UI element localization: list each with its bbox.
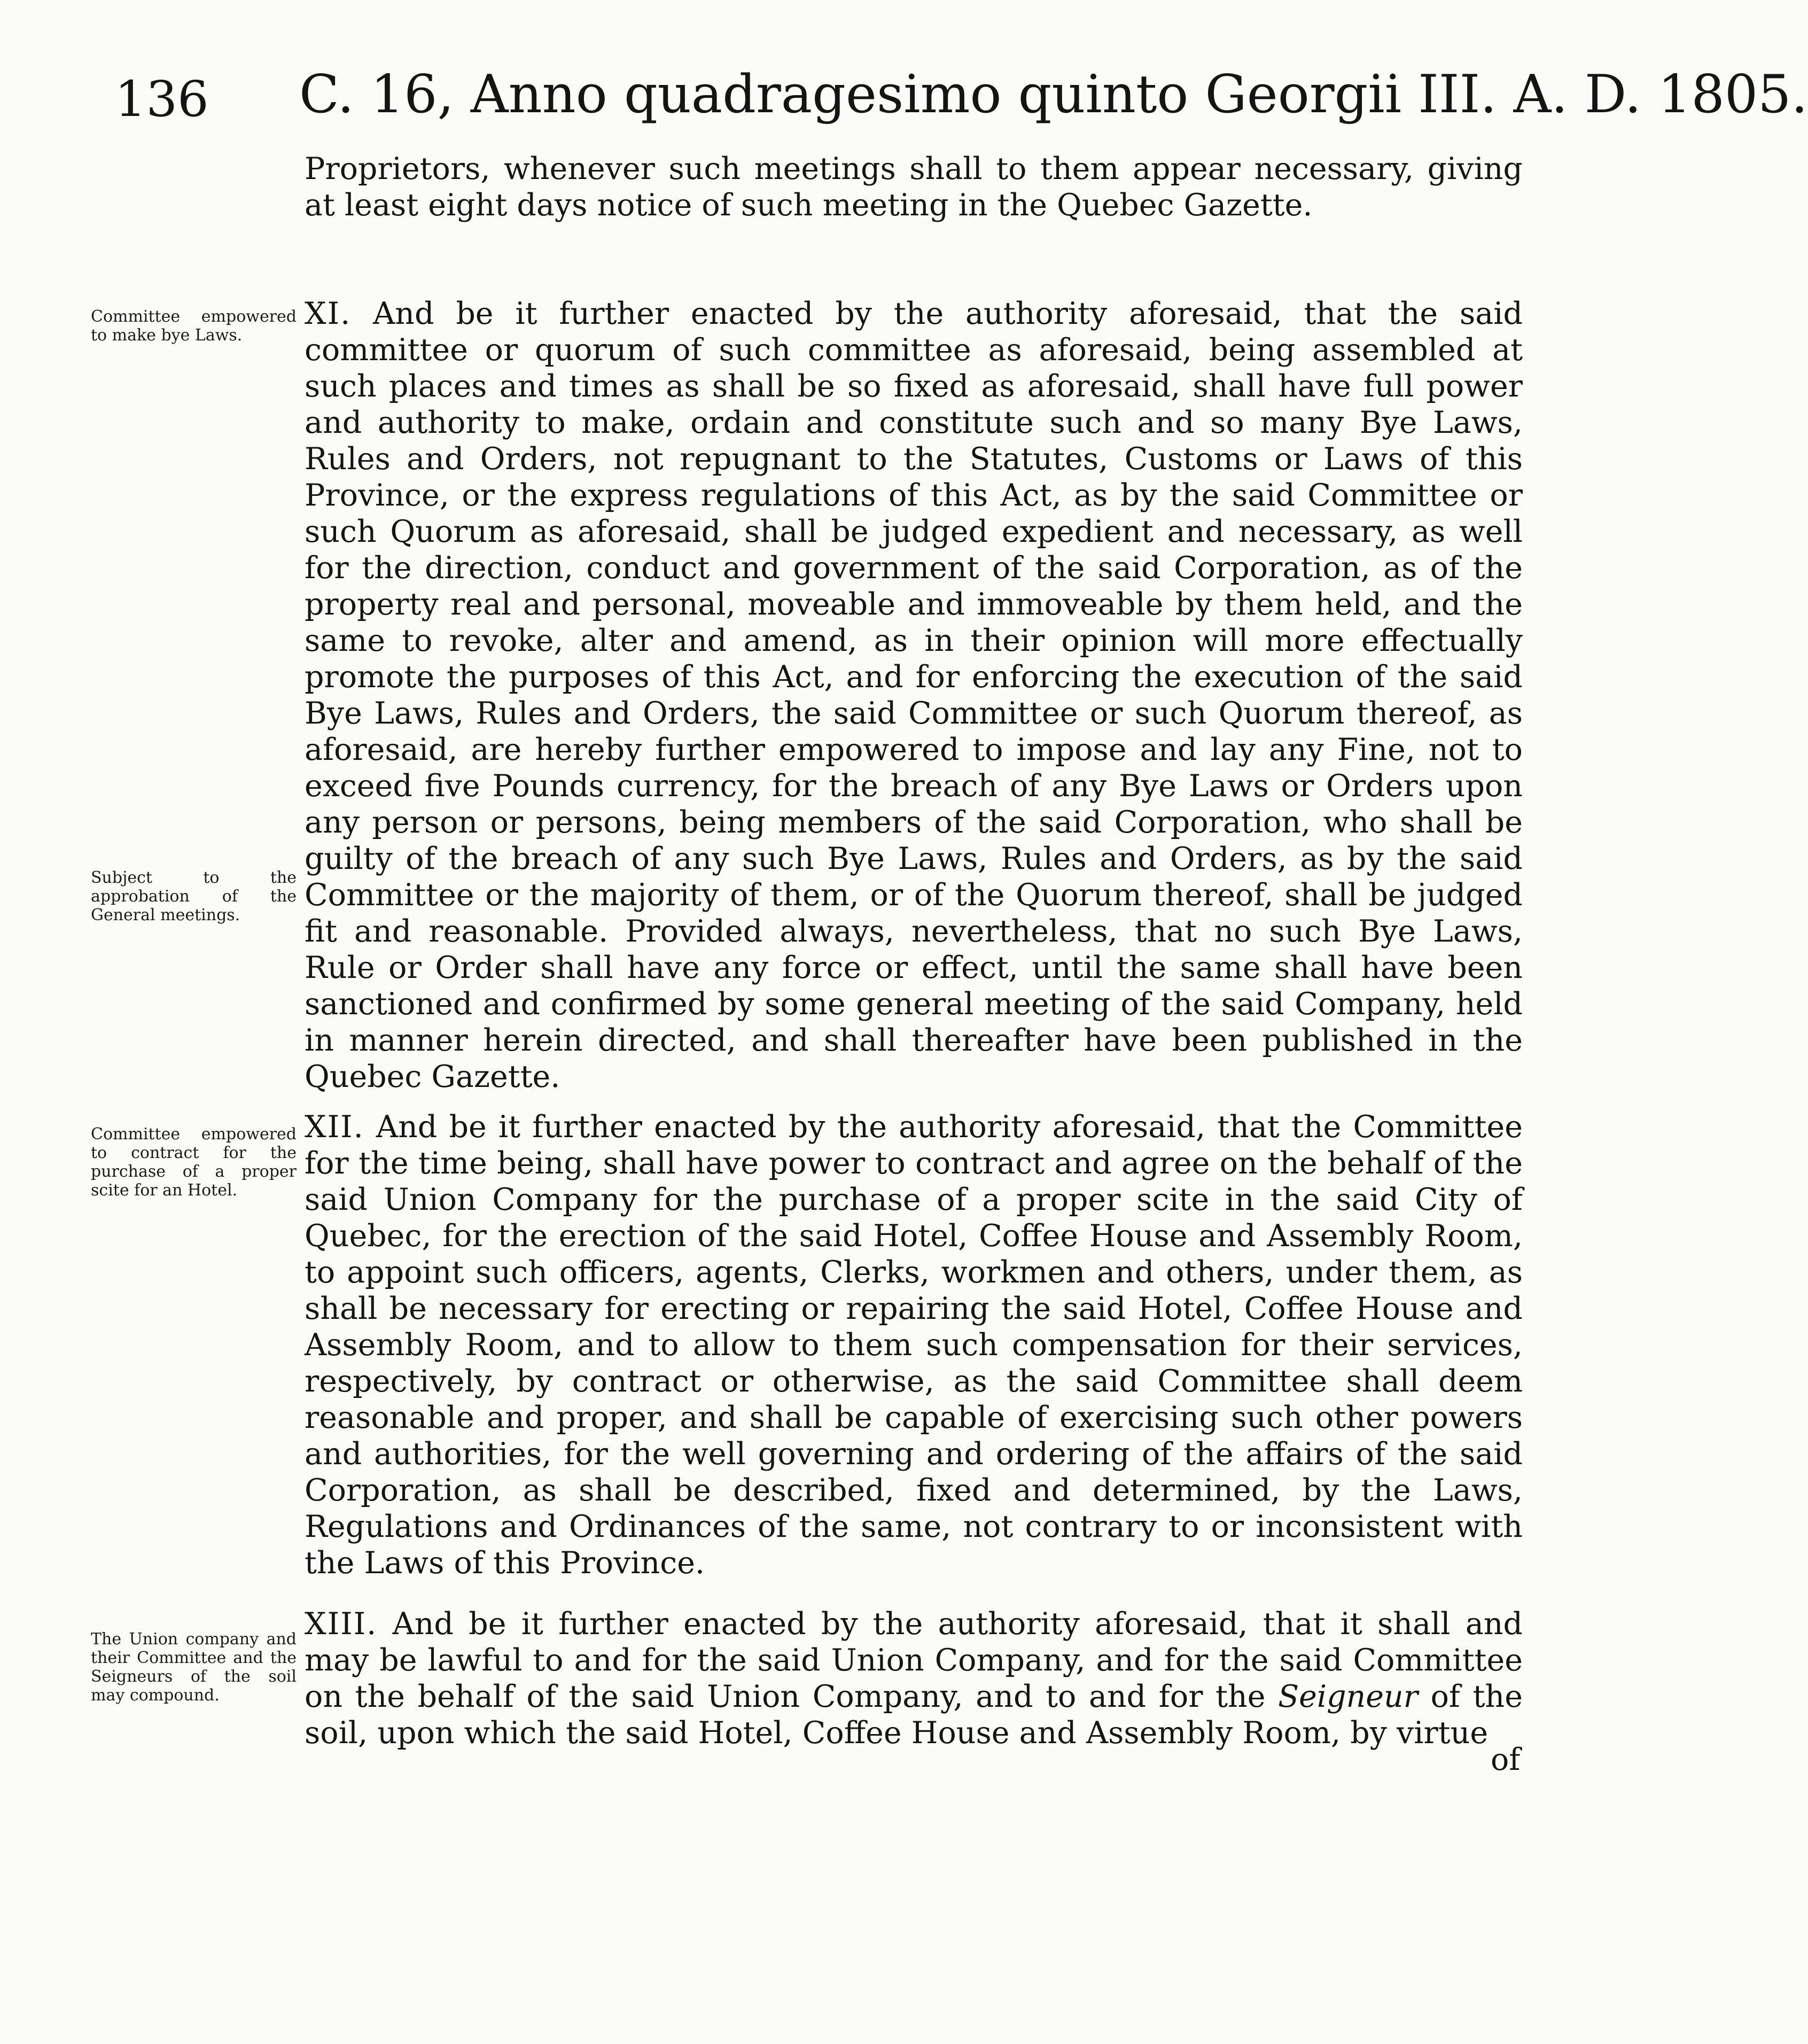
page-number: 136 [115,71,209,128]
section-text-before: And be it further enacted by the authority aforesaid, that it shall and may be lawful to and for the said Union Company, and for the said Committee on the behalf of the said Union Company, and to and for the [305,1606,1523,1714]
continuation-paragraph [305,151,1523,223]
seigneur-italic: Seigneur [1278,1679,1418,1714]
running-head: C. 16, Anno quadragesimo quinto Georgii III. A. D. 1805. [299,64,1808,125]
section-text: And be it further enacted by the authority aforesaid, that the Committee for the time being, shall have power to contract and agree on the behalf of the said Union Company for the purchase of a proper scite in the said City of Quebec, for the erection of the said Hotel, Coffee House and Assembly Room, to appoint such officers, agents, Clerks, workmen and others, under them, as shall be necessary for erecting or repairing the said Hotel, Coffee House and Assembly Room, and to allow to them such compensation for their services, respectively, by contract or otherwise, as the said Committee shall deem reasonable and proper, and shall be capable of exercising such other powers and authorities, for the well governing and ordering of the affairs of the said Corporation, as shall be described, fixed and determined, by the Laws, Regulations and Ordinances of the same, not contrary to or inconsistent with the Laws of this Province. [305,1109,1523,1581]
section-xi [305,296,1523,1095]
margin-note-subject-approbation: Subject to the approbation of the General meetings. [91,868,297,924]
section-text: And be it further enacted by the authority aforesaid, that the said committee or quorum of such committee as aforesaid, being assembled at such places and times as shall be so fixed as aforesaid, shall have full power and authority to make, ordain and constitute such and so many Bye Laws, Rules and Orders, not repugnant to the Statutes, Customs or Laws of this Province, or the express regulations of this Act, as by the said Committee or such Quorum as aforesaid, shall be judged expedient and necessary, as well for the direction, conduct and government of the said Corporation, as of the property real and personal, moveable and immoveable by them held, and the same to revoke, alter and amend, as in their opinion will more effectually promote the purposes of this Act, and for enforcing the execution of the said Bye Laws, Rules and Orders, the said Committee or such Quorum thereof, as aforesaid, are hereby further empowered to impose and lay any Fine, not to exceed five Pounds currency, for the breach of any Bye Laws or Orders upon any person or persons, being members of the said Corporation, who shall be guilty of the breach of any such Bye Laws, Rules and Orders, as by the said Committee or the majority of them, or of the Quorum thereof, shall be judged fit and reasonable. Provided always, nevertheless, that no such Bye Laws, Rule or Order shall have any force or effect, until the same shall have been sanctioned and confirmed by some general meeting of the said Company, held in manner herein directed, and shall thereafter have been published in the Quebec Gazette. [305,296,1523,1094]
continuation-text: Proprietors, whenever such meetings shall to them appear necessary, giving at least eight days notice of such meeting in the Quebec Gazette. [305,151,1523,223]
section-text-after: of the soil, upon which the said Hotel, Coffee House and Assembly Room, by virtue [305,1679,1523,1751]
margin-note-union-company-compound: The Union company and their Committee and the Seigneurs of the soil may compound. [91,1630,297,1705]
margin-note-committee-bye-laws: Committee empowered to make bye Laws. [91,307,297,345]
section-xiii [305,1606,1523,1751]
section-number: XI. [305,296,352,331]
margin-note-committee-contract: Committee empowered to contract for the purchase of a proper scite for an Hotel. [91,1125,297,1200]
section-number: XIII. [305,1606,378,1642]
section-xii [305,1109,1523,1581]
catchword: of [1491,1742,1521,1777]
section-number: XII. [305,1109,364,1145]
